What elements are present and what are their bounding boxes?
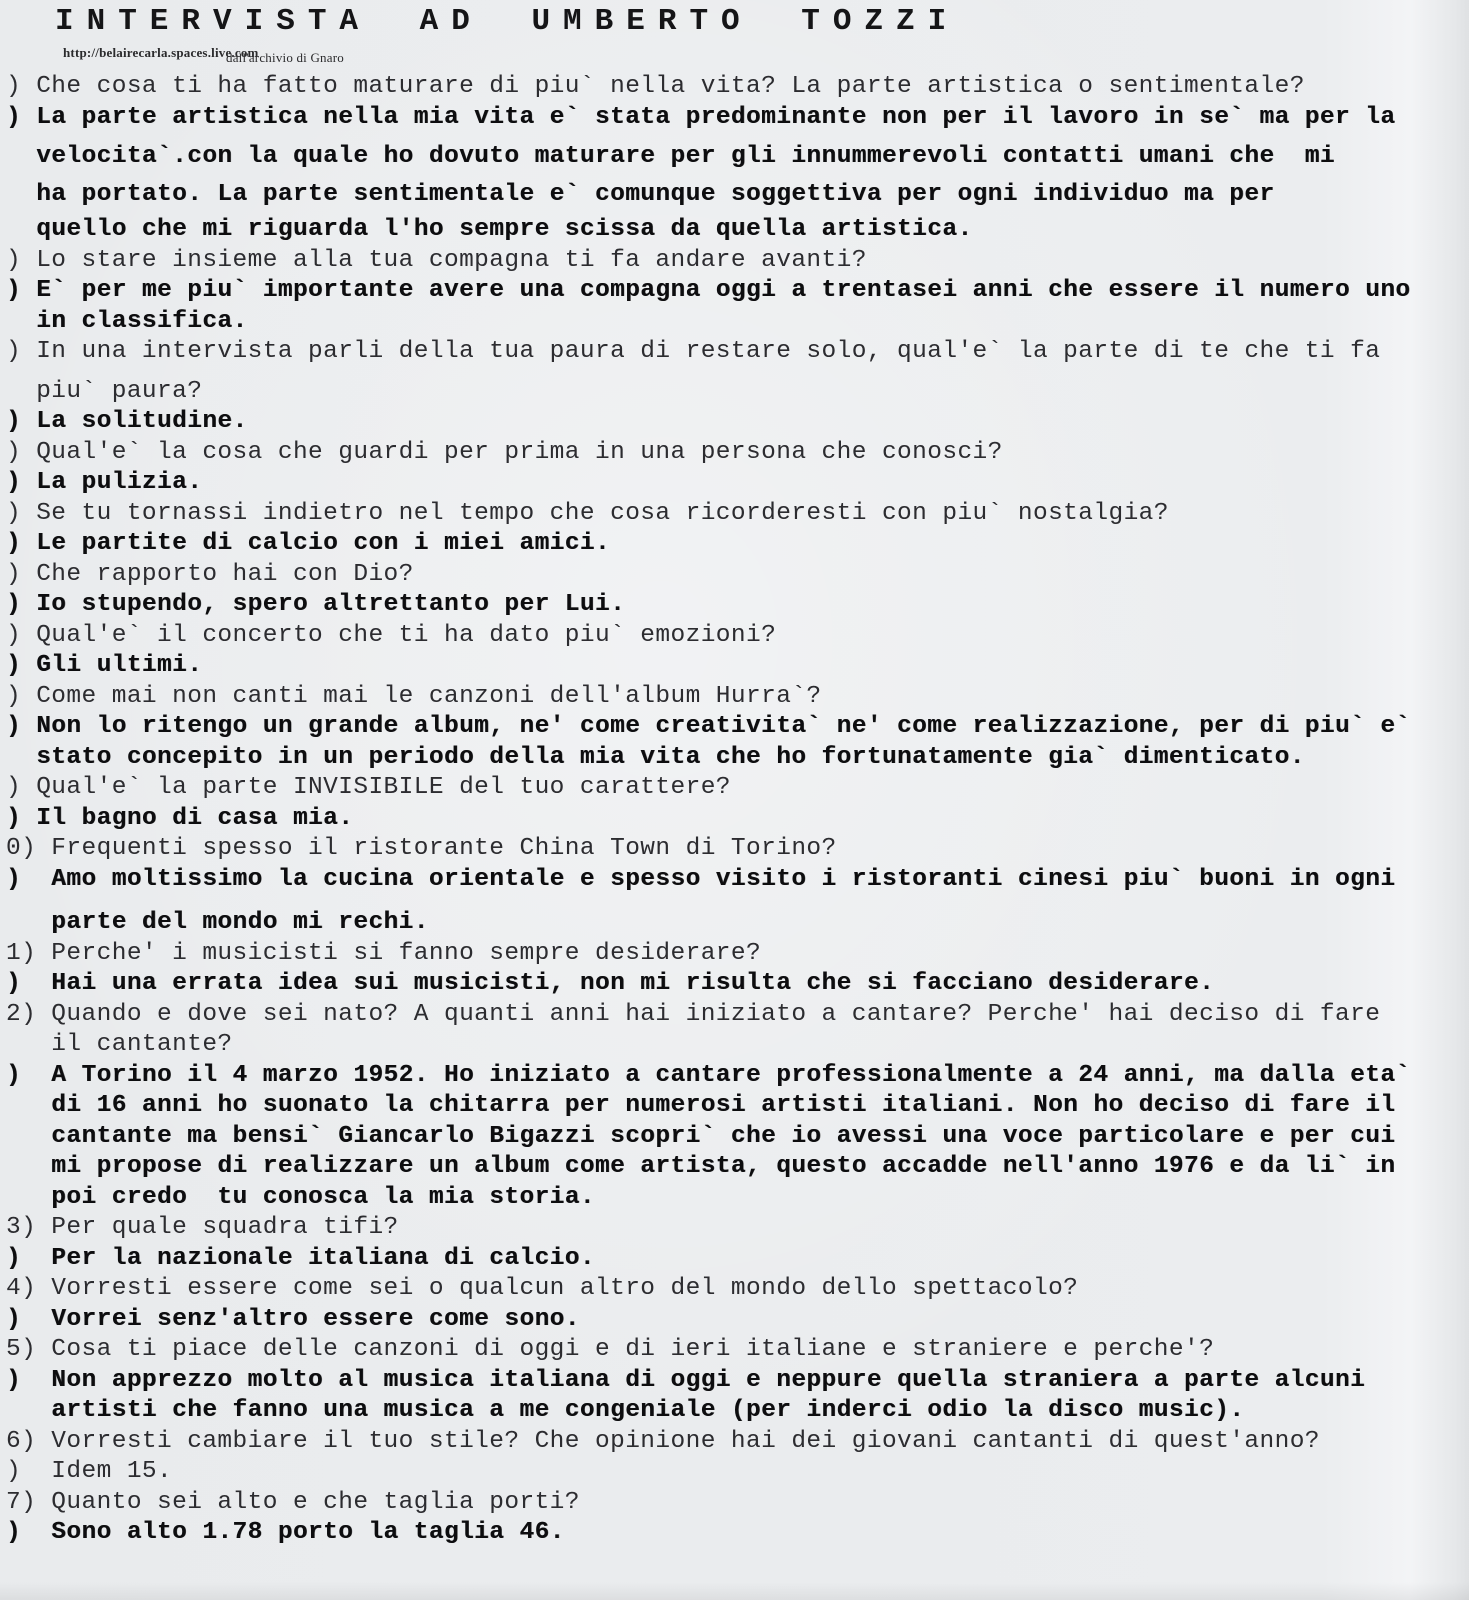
question-line: 1) Perche' i musicisti si fanno sempre desiderare? (6, 939, 762, 967)
question-line: 5) Cosa ti piace delle canzoni di oggi e di ieri italiane e straniere e perche'? (6, 1336, 1215, 1363)
watermark-archive: dall'archivio di Gnaro (226, 50, 344, 65)
answer-continuation-line: cantante ma bensi` Giancarlo Bigazzi scopri` che io avessi una voce particolare e per cui (6, 1122, 1396, 1150)
answer-continuation-line: artisti che fanno una musica a me congeniale (per inderci odio la disco music). (6, 1397, 1245, 1424)
answer-line: ) La solitudine. (6, 408, 248, 435)
question-continuation-line: il cantante? (6, 1031, 233, 1058)
answer-line: ) Idem 15. (6, 1458, 173, 1485)
question-line: ) Che cosa ti ha fatto maturare di piu` nella vita? La parte artistica o sentimentale? (6, 73, 1305, 100)
answer-line: ) Per la nazionale italiana di calcio. (6, 1244, 595, 1272)
answer-line: ) La parte artistica nella mia vita e` stata predominante non per il lavoro in se` ma per la (6, 103, 1396, 131)
question-line: 3) Per quale squadra tifi? (6, 1214, 399, 1241)
question-line: ) In una intervista parli della tua paura di restare solo, qual'e` la parte di te che ti fa (6, 338, 1381, 365)
answer-line: ) Vorrei senz'altro essere come sono. (6, 1305, 580, 1333)
question-line: 2) Quando e dove sei nato? A quanti anni hai iniziato a cantare? Perche' hai deciso di fare (6, 1000, 1381, 1028)
question-line: ) Lo stare insieme alla tua compagna ti fa andare avanti? (6, 246, 867, 274)
answer-line: ) Io stupendo, spero altrettanto per Lui. (6, 591, 626, 618)
answer-line: ) Gli ultimi. (6, 652, 203, 679)
page-title: INTERVISTA AD UMBERTO TOZZI (55, 4, 960, 39)
question-continuation-line: piu` paura? (6, 377, 203, 405)
question-line: 4) Vorresti essere come sei o qualcun altro del mondo dello spettacolo? (6, 1275, 1079, 1302)
question-line: 0) Frequenti spesso il ristorante China Town di Torino? (6, 835, 837, 862)
answer-continuation-line: parte del mondo mi rechi. (6, 909, 429, 936)
answer-line: ) Hai una errata idea sui musicisti, non mi risulta che si facciano desiderare. (6, 970, 1215, 997)
answer-continuation-line: in classifica. (6, 307, 248, 335)
answer-continuation-line: ha portato. La parte sentimentale e` comunque soggettiva per ogni individuo ma per (6, 180, 1275, 208)
answer-continuation-line: di 16 anni ho suonato la chitarra per numerosi artisti italiani. Non ho deciso di fare il (6, 1092, 1396, 1119)
answer-line: ) Il bagno di casa mia. (6, 804, 354, 832)
question-line: 7) Quanto sei alto e che taglia porti? (6, 1488, 580, 1516)
question-line: ) Qual'e` la parte INVISIBILE del tuo carattere? (6, 774, 731, 801)
answer-line: ) E` per me piu` importante avere una compagna oggi a trentasei anni che essere il numero uno (6, 277, 1411, 304)
answer-line: ) Non lo ritengo un grande album, ne' come creativita` ne' come realizzazione, per di piu` e` (6, 713, 1411, 740)
question-line: ) Come mai non canti mai le canzoni dell'album Hurra`? (6, 682, 822, 710)
answer-line: ) Non apprezzo molto al musica italiana di oggi e neppure quella straniera a parte alcuni (6, 1366, 1366, 1394)
answer-line: ) Sono alto 1.78 porto la taglia 46. (6, 1519, 565, 1546)
question-line: ) Qual'e` il concerto che ti ha dato piu` emozioni? (6, 621, 777, 649)
answer-continuation-line: velocita`.con la quale ho dovuto maturare per gli innummerevoli contatti umani che mi (6, 143, 1336, 170)
answer-line: ) Amo moltissimo la cucina orientale e spesso visito i ristoranti cinesi piu` buoni in ogni (6, 865, 1396, 893)
question-line: 6) Vorresti cambiare il tuo stile? Che opinione hai dei giovani cantanti di quest'anno? (6, 1427, 1320, 1455)
question-line: ) Che rapporto hai con Dio? (6, 560, 414, 588)
answer-line: ) La pulizia. (6, 469, 203, 496)
document-body (6, 72, 1469, 1549)
question-line: ) Qual'e` la cosa che guardi per prima in una persona che conosci? (6, 438, 1003, 466)
answer-continuation-line: quello che mi riguarda l'ho sempre scissa da quella artistica. (6, 216, 973, 243)
answer-continuation-line: poi credo tu conosca la mia storia. (6, 1183, 595, 1211)
question-line: ) Se tu tornassi indietro nel tempo che cosa ricorderesti con piu` nostalgia? (6, 499, 1169, 527)
watermark-url: http://belairecarla.spaces.live.com (63, 45, 259, 60)
answer-line: ) A Torino il 4 marzo 1952. Ho iniziato a cantare professionalmente a 24 anni, ma dalla eta` (6, 1061, 1411, 1089)
answer-line: ) Le partite di calcio con i miei amici. (6, 530, 611, 557)
answer-continuation-line: stato concepito in un periodo della mia vita che ho fortunatamente gia` dimenticato. (6, 743, 1305, 771)
answer-continuation-line: mi propose di realizzare un album come artista, questo accadde nell'anno 1976 e da li` in (6, 1153, 1396, 1180)
